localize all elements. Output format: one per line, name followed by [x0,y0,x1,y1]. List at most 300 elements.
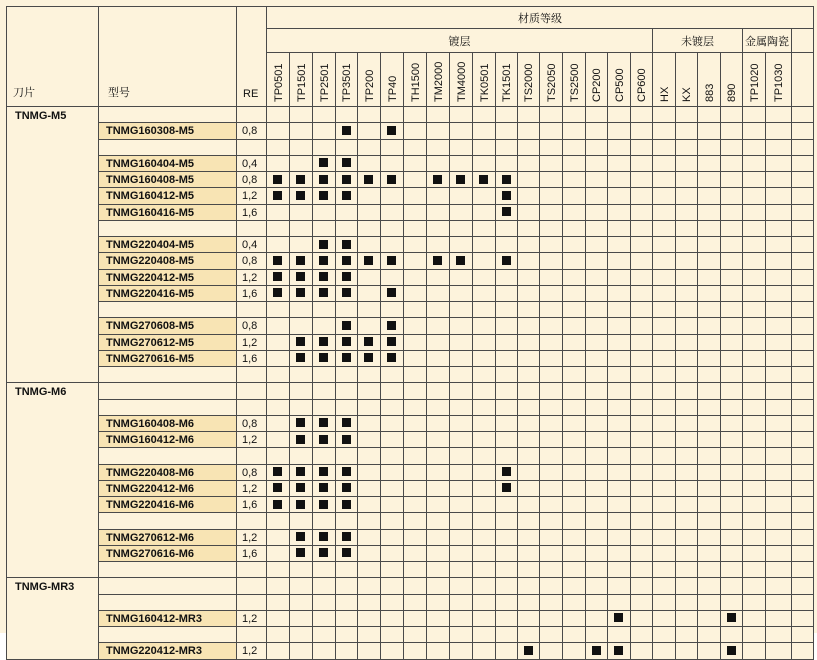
grade-cell [540,253,563,269]
grade-cell [473,497,496,513]
grade-label-tm2000: TM2000 [432,61,445,102]
grade-cell [676,465,698,481]
grade-cell [358,611,381,627]
availability-mark [342,288,351,297]
insert-group-label: TNMG-M6 [15,386,67,399]
availability-mark [342,483,351,492]
grade-cell [792,237,814,253]
grade-cell [586,481,608,497]
grade-cell [698,643,721,659]
grade-cell [743,123,766,139]
spacer-cell [698,578,721,594]
insert-group-label: TNMG-MR3 [15,581,75,594]
availability-mark [319,337,328,346]
spacer-cell [473,400,496,416]
spacer-cell [563,107,586,123]
grade-cell [336,335,358,351]
grade-cell [313,188,336,204]
spacer-cell [336,448,358,464]
spacer-cell [496,107,518,123]
grade-cell [336,432,358,448]
spacer-cell [631,383,653,399]
insert-group [6,107,99,383]
spacer-cell [676,578,698,594]
spacer-cell [267,107,290,123]
grade-cell [358,270,381,286]
grade-column-header [743,53,766,107]
spacer-cell [496,140,518,156]
grade-cell [721,188,743,204]
grade-cell [792,205,814,221]
availability-mark [273,483,282,492]
grade-cell [473,205,496,221]
grade-cell [427,335,450,351]
grade-cell [676,253,698,269]
grade-cell [653,432,676,448]
grade-cell [473,123,496,139]
grade-cell [381,530,404,546]
grade-cell [518,270,540,286]
spacer-cell [381,140,404,156]
grade-label-tp1020: TP1020 [748,63,761,102]
grade-cell [631,465,653,481]
spacer-cell [290,448,313,464]
re-cell: 1,6 [237,351,267,367]
availability-mark [273,256,282,265]
spacer-cell [698,595,721,611]
grade-cell [336,270,358,286]
grade-cell [336,643,358,659]
grade-column-header [586,53,608,107]
spacer-cell [518,578,540,594]
re-cell: 1,2 [237,270,267,286]
grade-cell [427,481,450,497]
grade-cell [676,123,698,139]
grade-cell [427,318,450,334]
grade-cell [496,188,518,204]
insert-header-label: 刀片 [13,87,35,99]
grade-cell [563,318,586,334]
grade-cell [540,643,563,659]
spacer-cell [743,595,766,611]
spacer-cell [473,302,496,318]
availability-mark [319,500,328,509]
spacer-cell [267,627,290,643]
grade-cell [336,253,358,269]
spacer-cell [404,595,427,611]
spacer-cell [540,513,563,529]
grade-cell [540,270,563,286]
availability-mark [342,500,351,509]
grade-cell [653,530,676,546]
availability-mark [387,321,396,330]
spacer-cell [473,107,496,123]
grade-cell [313,416,336,432]
grade-cell [676,188,698,204]
model-cell: TNMG270612-M6 [99,530,237,546]
grade-cell [290,253,313,269]
grade-cell [563,270,586,286]
spacer-cell [676,595,698,611]
grade-column-header [698,53,721,107]
grade-cell [698,481,721,497]
spacer-cell [518,107,540,123]
grade-cell [586,497,608,513]
grade-cell [653,497,676,513]
grade-cell [653,351,676,367]
spacer-cell [358,400,381,416]
spacer-re [237,367,267,383]
grade-cell [631,286,653,302]
grade-cell [518,156,540,172]
grade-cell [473,351,496,367]
grade-cell [381,253,404,269]
spacer-cell [721,400,743,416]
insert-group-label: TNMG-M5 [15,110,67,122]
spacer-cell [518,400,540,416]
spacer-cell [450,367,473,383]
grade-cell [518,335,540,351]
insert-group [6,383,99,578]
grade-column-header [653,53,676,107]
spacer-cell [676,107,698,123]
grade-cell [631,156,653,172]
availability-mark [502,483,511,492]
grade-cell [358,188,381,204]
grade-cell [496,481,518,497]
grade-cell [336,156,358,172]
grade-cell [381,481,404,497]
grade-cell [290,318,313,334]
grade-cell [743,643,766,659]
grade-cell [563,253,586,269]
spacer-re [237,400,267,416]
grade-cell [518,172,540,188]
spacer-cell [427,221,450,237]
spacer-model [99,562,237,578]
grade-cell [766,188,792,204]
spacer-re [237,221,267,237]
spacer-cell [721,140,743,156]
model-cell: TNMG160308-M5 [99,123,237,139]
grade-cell [766,546,792,562]
grade-cell [563,335,586,351]
grade-cell [743,172,766,188]
grade-cell [313,156,336,172]
spacer-cell [313,513,336,529]
grade-cell [743,237,766,253]
grade-cell [336,546,358,562]
spacer-cell [608,221,631,237]
re-cell: 0,8 [237,465,267,481]
grade-cell [496,318,518,334]
availability-mark [727,613,736,622]
grade-cell [608,237,631,253]
grade-cell [267,237,290,253]
grade-cell [563,611,586,627]
grade-cell [496,351,518,367]
grade-cell [313,286,336,302]
grade-cell [676,546,698,562]
spacer-cell [336,513,358,529]
grade-cell [721,611,743,627]
spacer-cell [653,448,676,464]
grade-cell [586,156,608,172]
re-cell: 0,8 [237,416,267,432]
grade-cell [358,123,381,139]
grade-cell [473,611,496,627]
spacer-cell [358,595,381,611]
availability-mark [273,467,282,476]
spacer-cell [766,513,792,529]
grade-cell [792,416,814,432]
re-cell: 0,8 [237,318,267,334]
grade-cell [721,286,743,302]
spacer-cell [427,383,450,399]
grade-cell [358,643,381,659]
spacer-cell [290,578,313,594]
spacer-cell [721,302,743,318]
availability-mark [296,191,305,200]
spacer-cell [313,578,336,594]
grade-cell [721,156,743,172]
spacer-cell [473,221,496,237]
spacer-model [99,578,237,594]
grade-cell [267,530,290,546]
grade-cell [473,643,496,659]
grade-cell [473,318,496,334]
spacer-cell [313,221,336,237]
grade-cell [450,481,473,497]
grade-cell [586,286,608,302]
spacer-cell [721,383,743,399]
grade-cell [427,643,450,659]
grade-cell [563,465,586,481]
availability-mark [502,256,511,265]
grade-cell [381,270,404,286]
grade-cell [792,156,814,172]
grade-cell [450,123,473,139]
grade-cell [404,188,427,204]
spacer-model [99,627,237,643]
cermet-header-label: 金属陶瓷 [745,35,789,48]
grade-cell [518,351,540,367]
grade-cell [608,318,631,334]
grade-cell [676,416,698,432]
grade-cell [336,237,358,253]
grade-cell [427,270,450,286]
grade-cell [267,416,290,432]
spacer-cell [518,383,540,399]
spacer-cell [518,302,540,318]
spacer-cell [290,302,313,318]
grade-cell [358,481,381,497]
grade-cell [313,205,336,221]
spacer-cell [358,448,381,464]
grade-cell [792,253,814,269]
availability-mark [387,126,396,135]
grade-cell [381,643,404,659]
grade-cell [766,335,792,351]
grade-cell [540,546,563,562]
spacer-cell [473,383,496,399]
availability-mark [387,256,396,265]
grade-cell [267,643,290,659]
spacer-cell [267,140,290,156]
re-cell: 1,2 [237,611,267,627]
spacer-cell [496,367,518,383]
spacer-cell [698,513,721,529]
spacer-cell [336,107,358,123]
grade-cell [540,123,563,139]
grade-cell [766,432,792,448]
grade-cell [743,286,766,302]
spacer-cell [721,562,743,578]
grade-cell [450,172,473,188]
model-cell: TNMG220412-M6 [99,481,237,497]
grade-cell [721,205,743,221]
grade-cell [766,205,792,221]
grade-column-header [676,53,698,107]
spacer-cell [766,367,792,383]
spacer-cell [267,383,290,399]
availability-mark [342,353,351,362]
grade-cell [698,156,721,172]
re-cell: 0,8 [237,253,267,269]
grade-cell [381,286,404,302]
spacer-cell [721,595,743,611]
grade-cell [721,465,743,481]
grade-cell [631,123,653,139]
grade-cell [518,318,540,334]
grade-cell [586,188,608,204]
grade-cell [518,643,540,659]
grade-cell [290,270,313,286]
grade-label-kx: KX [681,87,693,102]
grade-label-ts2500: TS2500 [568,63,581,102]
re-cell: 1,2 [237,335,267,351]
grade-cell [427,611,450,627]
grade-cell [450,497,473,513]
spacer-cell [496,383,518,399]
cermet-header [743,29,792,53]
spacer-cell [721,107,743,123]
spacer-cell [743,107,766,123]
availability-mark [296,483,305,492]
grade-cell [496,335,518,351]
spacer-cell [698,627,721,643]
grade-cell [792,481,814,497]
grade-cell [676,432,698,448]
spacer-cell [586,578,608,594]
availability-mark [342,240,351,249]
spacer-cell [496,302,518,318]
grade-cell [792,286,814,302]
availability-mark [502,175,511,184]
spacer-cell [496,400,518,416]
grade-cell [267,546,290,562]
spacer-cell [563,448,586,464]
grade-cell [450,205,473,221]
spacer-cell [290,140,313,156]
spacer-cell [290,400,313,416]
grade-cell [743,416,766,432]
grade-cell [450,253,473,269]
grade-cell [586,643,608,659]
spacer-cell [518,562,540,578]
spacer-re [237,595,267,611]
spacer-cell [676,400,698,416]
availability-mark [456,175,465,184]
grade-header [267,6,814,29]
grade-column-header [631,53,653,107]
grade-cell [404,530,427,546]
grade-cell [792,530,814,546]
grade-cell [676,351,698,367]
grade-cell [313,318,336,334]
grade-cell [698,432,721,448]
grade-cell [563,156,586,172]
grade-cell [631,643,653,659]
grade-cell [336,351,358,367]
grade-cell [540,237,563,253]
cermet-header-extra [792,29,814,53]
availability-mark [479,175,488,184]
grade-cell [290,611,313,627]
grade-cell [676,286,698,302]
grade-cell [792,351,814,367]
grade-cell [267,497,290,513]
availability-mark [296,467,305,476]
availability-mark [296,288,305,297]
spacer-cell [721,221,743,237]
availability-mark [319,418,328,427]
spacer-cell [743,513,766,529]
grade-cell [653,188,676,204]
grade-cell [473,546,496,562]
grade-label-tp3501: TP3501 [341,63,353,102]
grade-cell [290,351,313,367]
grade-cell [336,172,358,188]
grade-cell [563,530,586,546]
spacer-cell [290,562,313,578]
availability-mark [296,353,305,362]
grade-cell [473,416,496,432]
grade-cell [336,530,358,546]
grade-cell [496,546,518,562]
grade-cell [563,286,586,302]
spacer-cell [313,562,336,578]
availability-mark [592,646,601,655]
grade-cell [631,335,653,351]
spacer-cell [404,562,427,578]
spacer-cell [313,383,336,399]
spacer-cell [698,107,721,123]
spacer-cell [427,302,450,318]
availability-mark [273,288,282,297]
grade-cell [721,318,743,334]
grade-cell [496,270,518,286]
grade-cell [404,253,427,269]
grade-cell [586,123,608,139]
grade-cell [518,546,540,562]
grade-cell [450,416,473,432]
grade-cell [743,351,766,367]
spacer-model [99,140,237,156]
re-cell: 0,4 [237,156,267,172]
spacer-cell [631,302,653,318]
grade-cell [792,432,814,448]
